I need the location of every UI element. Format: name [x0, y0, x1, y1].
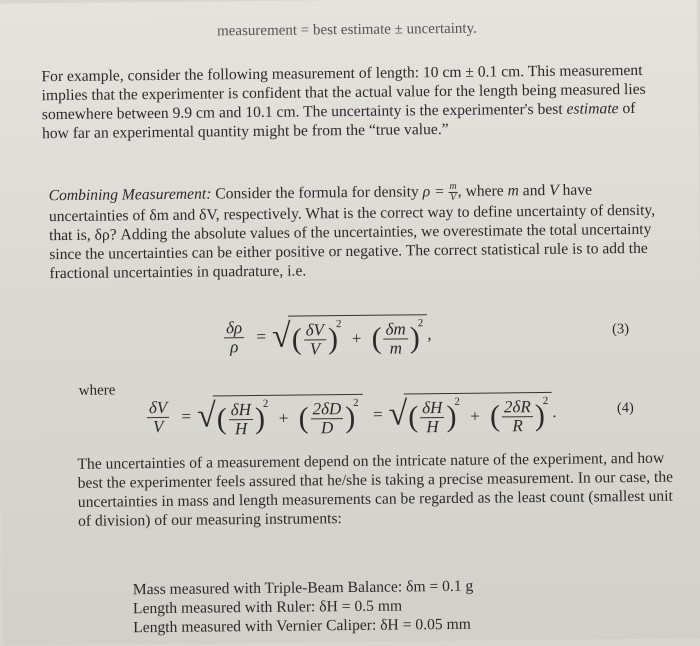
eq4-label: (4)	[616, 400, 634, 417]
eq4-a-pow: 2	[262, 397, 269, 410]
eq3-lhs-num: δρ	[224, 319, 244, 338]
example-text: For example, consider the following measurement of length: 10 cm ± 0.1 cm. This measurement implies that the experimenter is confident that the actual value for the length being measured lies somewhere between 9.9 cm and 10.1 cm. The uncertainty is the experimenter's best	[41, 61, 646, 124]
eq3-lhs-den: ρ	[230, 336, 239, 357]
eq3-t1-pow: 2	[335, 318, 342, 331]
eq4-radicand-2: ( $\frac{\delta H}{H}$ )$^2$ + ( $\frac{2\delta R}{R}$ )$^2$	[404, 392, 553, 436]
eq4-b-den: D	[320, 417, 334, 437]
eq3-plus: +	[351, 328, 362, 349]
instrument-balance: Mass measured with Triple-Beam Balance: δm = 0.1 g	[132, 577, 474, 599]
sqrt-icon: √	[388, 395, 408, 433]
density-den: V	[450, 191, 457, 203]
eq4-b-num: 2δD	[310, 400, 343, 419]
eq3-t1-num: δV	[304, 321, 326, 340]
example-text-end: of how far an experimental quantity might be from the “true value.”	[41, 99, 636, 143]
eq4-d-pow: 2	[542, 394, 549, 407]
combining-body: have uncertainties of δm and δV, respectively. What is the correct way to define uncertainty of density, that is, δρ? Adding the absolute values of the uncertainties, we overestimate the total uncertainty since the uncertainties can be either positive or negative. The correct statistical rule is to add the fractional uncertainties in quadrature, i.e.	[48, 181, 656, 283]
combining-where: , where	[457, 182, 504, 200]
volume-var: V	[549, 181, 559, 199]
eq4-c-num: δH	[420, 399, 444, 418]
eq4-a-den: H	[234, 418, 248, 438]
eq4-d-den: R	[512, 415, 523, 435]
eq3-comma: ,	[427, 324, 432, 344]
eq3-equals: =	[256, 327, 267, 347]
eq4-c-den: H	[426, 416, 439, 436]
uncertainties-paragraph: The uncertainties of a measurement depend on the intricate nature of the experiment, and how best the experimenter feels assured that he/she is taking a precise measurement. In our case, the uncertainties in mass and length measurements can be regarded as the least count (smallest unit of division) of our measuring instruments:	[77, 449, 674, 530]
eq4-d-num: 2δR	[502, 398, 533, 417]
density-fraction	[448, 182, 457, 203]
eq3-t2-num: δm	[383, 320, 407, 339]
eq4-c-pow: 2	[454, 395, 460, 408]
eq4-a-num: δH	[229, 401, 253, 420]
eq4-plus-1: +	[278, 408, 289, 428]
eq3-t1-den: V	[309, 338, 321, 359]
sqrt-icon: √	[271, 317, 291, 356]
instrument-ruler: Length measured with Ruler: δH = 0.5 mm	[132, 597, 403, 618]
instrument-caliper: Length measured with Vernier Caliper: δH = 0.05 mm	[133, 615, 471, 637]
combining-paragraph	[49, 180, 666, 283]
eq4-lhs-den: V	[152, 416, 164, 436]
eq4-b-pow: 2	[353, 396, 359, 409]
eq4-plus-2: +	[470, 406, 480, 426]
eq3-t2-den: m	[389, 338, 403, 358]
eq4-radicand-1: ( $\frac{\delta H}{H}$ )$^2$ + ( $\frac{2\delta D}{D}$ )$^2$	[213, 394, 363, 438]
equation-3	[222, 314, 432, 359]
where-label: where	[78, 382, 116, 399]
eq4-lhs	[147, 399, 170, 436]
eq3-radicand: ( $\frac{\delta V}{V}$ )$^2$ + ( $\frac{\delta m}{m}$ )$^2$	[288, 314, 428, 358]
example-emphasis: estimate	[566, 100, 619, 118]
density-symbol: ρ =	[422, 183, 445, 201]
eq4-equals-2: =	[372, 404, 383, 425]
combining-and: and	[522, 182, 546, 200]
measurement-definition: measurement = best estimate ± uncertainty.	[216, 20, 477, 40]
combining-intro: Consider the formula for density	[215, 183, 419, 203]
equation-4	[145, 392, 557, 439]
eq4-equals: =	[181, 406, 192, 427]
combining-title: Combining Measurement:	[48, 185, 212, 205]
example-paragraph	[41, 61, 652, 143]
eq3-lhs	[224, 319, 244, 356]
eq3-t2-pow: 2	[417, 317, 424, 330]
mass-var: m	[507, 182, 519, 200]
instrument-list	[133, 577, 474, 638]
eq3-label: (3)	[612, 321, 630, 338]
eq4-period: .	[552, 402, 557, 422]
density-num: m	[449, 180, 457, 192]
sqrt-icon: √	[196, 397, 216, 435]
eq4-lhs-num: δV	[147, 399, 169, 418]
